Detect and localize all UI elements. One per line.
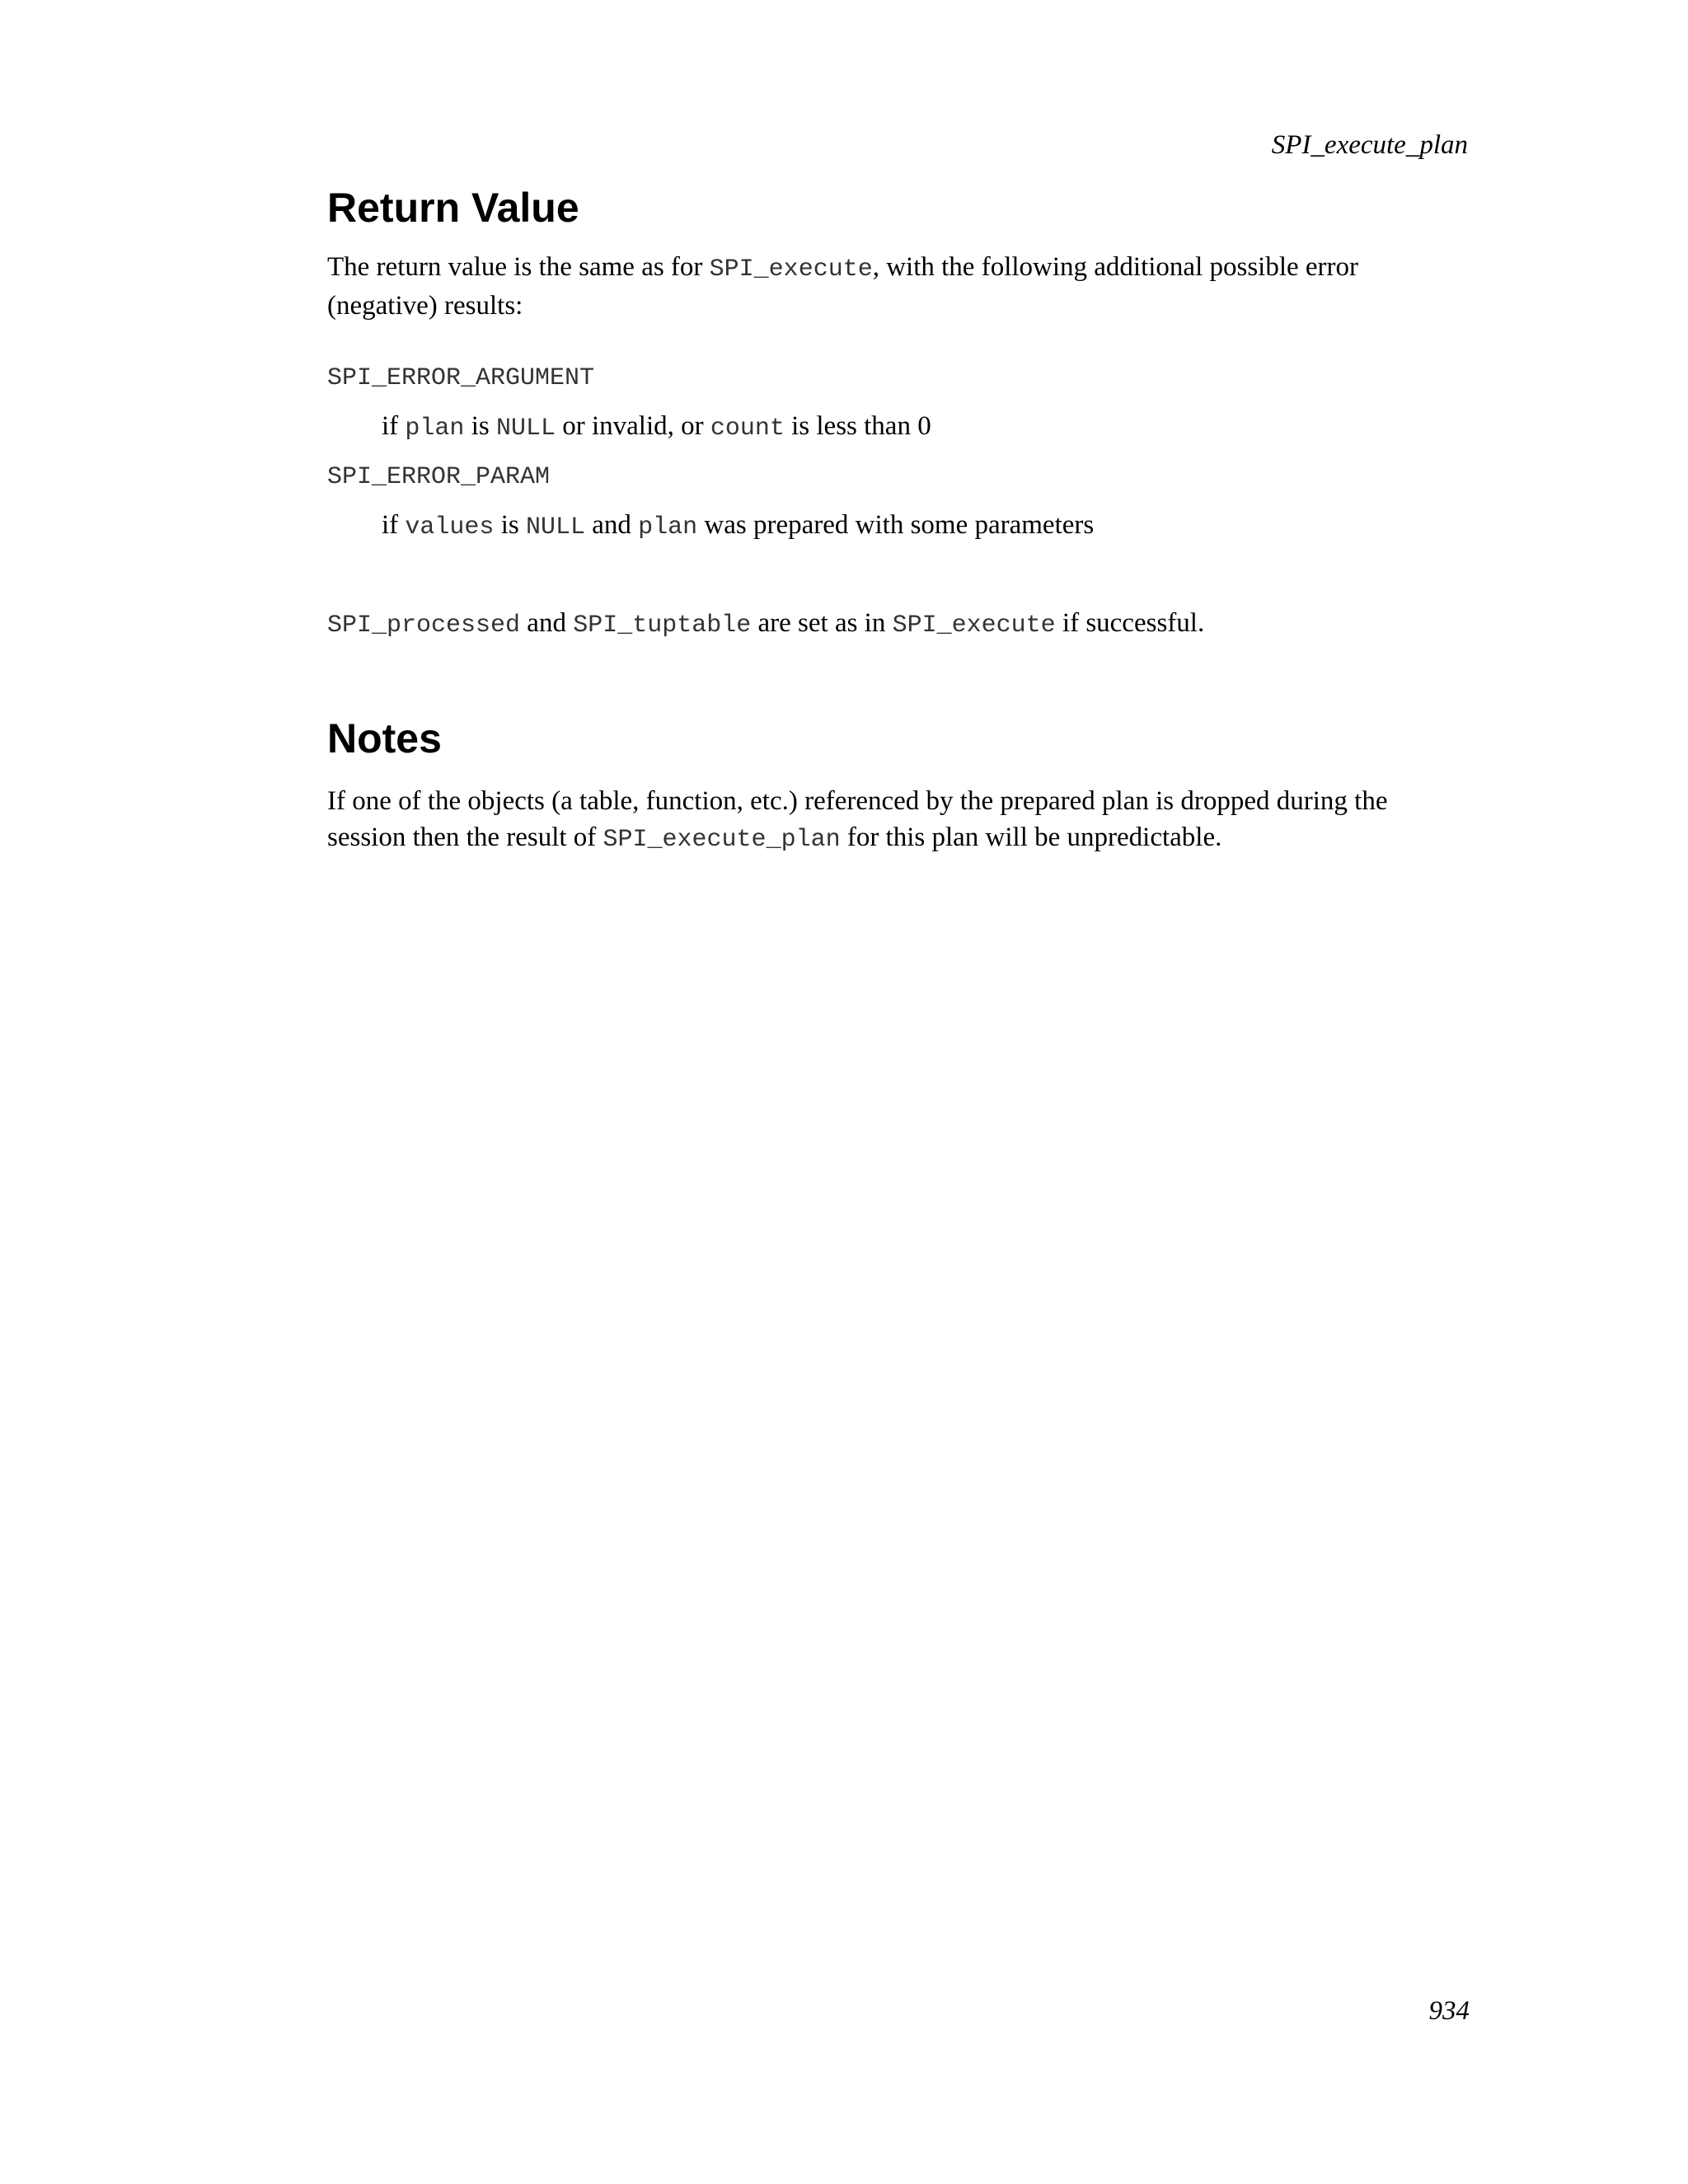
intro-text-2: , with the following additional possible error (negative) results: (327, 252, 1359, 321)
error-desc-argument (382, 408, 931, 447)
notes-body (327, 783, 1470, 858)
after-text: are set as in (751, 608, 893, 638)
desc-text: if (382, 510, 406, 540)
return-value-heading: Return Value (327, 185, 579, 231)
desc-code: NULL (525, 513, 585, 541)
desc-code: count (710, 415, 785, 443)
error-desc-param (382, 507, 1094, 546)
after-text: and (520, 608, 574, 638)
return-value-after (327, 605, 1470, 644)
desc-text: is (464, 411, 496, 441)
notes-heading: Notes (327, 715, 442, 762)
error-term-param: SPI_ERROR_PARAM (327, 463, 551, 491)
after-code: SPI_execute (892, 612, 1056, 640)
after-text: if successful. (1055, 608, 1205, 638)
desc-code: NULL (495, 415, 556, 443)
notes-text-2: for this plan will be unpredictable. (840, 823, 1222, 852)
desc-text: and (584, 510, 639, 540)
return-value-intro (327, 249, 1470, 324)
desc-text: if (382, 411, 406, 441)
page-number: 934 (1428, 1996, 1470, 2026)
desc-text: is (494, 510, 526, 540)
intro-text-1: The return value is the same as for (327, 252, 710, 282)
desc-text: was prepared with some parameters (697, 510, 1095, 540)
desc-text: or invalid, or (555, 411, 710, 441)
error-term-argument: SPI_ERROR_ARGUMENT (327, 364, 595, 392)
after-code: SPI_tuptable (573, 612, 752, 640)
desc-code: plan (405, 415, 465, 443)
running-header: SPI_execute_plan (1271, 130, 1468, 160)
notes-code-spi-execute-plan: SPI_execute_plan (603, 826, 841, 854)
intro-code-spi-execute: SPI_execute (709, 255, 873, 284)
desc-text: is less than 0 (784, 411, 931, 441)
after-code: SPI_processed (327, 612, 521, 640)
desc-code: plan (638, 513, 698, 541)
desc-code: values (405, 513, 495, 541)
notes-text-1: If one of the objects (a table, function, etc.) referenced by the prepared plan is dropped during the session then the result of (327, 786, 1388, 852)
